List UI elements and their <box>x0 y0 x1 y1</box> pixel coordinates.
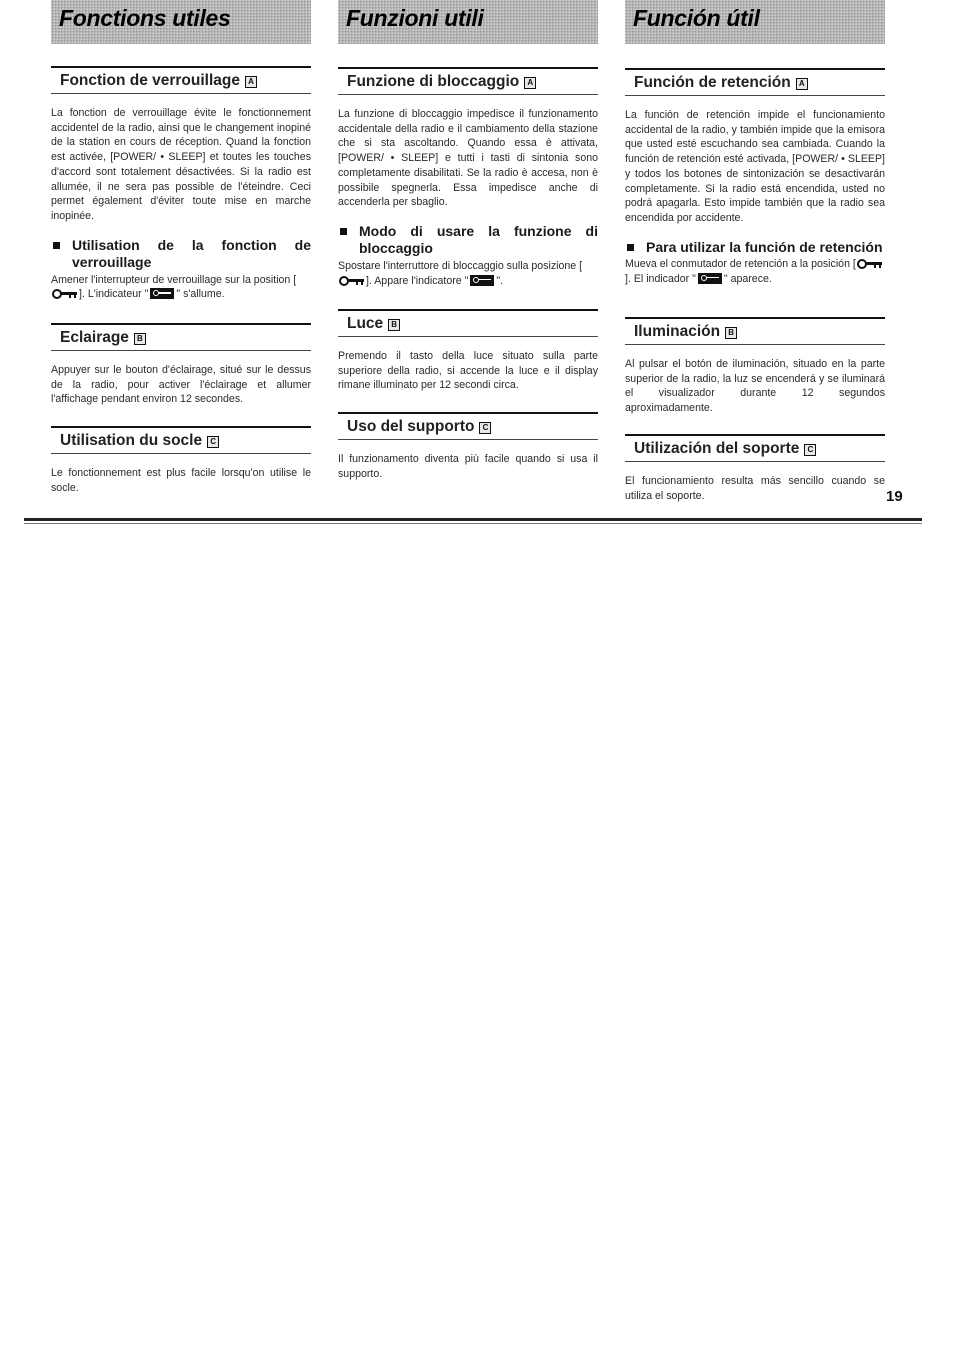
section-stand <box>51 426 311 495</box>
figure-tag-icon: C <box>479 422 491 434</box>
key-icon <box>339 276 365 285</box>
section-body: La funzione di bloccaggio impedisce il funzionamento accidentale della radio e il cambiamento della stazione che si sta ascoltando. Quando essa è attivata, [POWER/ • SLEEP] e tutti i tasti di sintonia sono completamente disabilitati. Se la radio è accesa, non è possibile spegnerla. Essa impedisce anche di accenderla per sbaglio. <box>338 108 598 209</box>
section-body: La fonction de verrouillage évite le fonctionnement accidentel de la radio, ainsi que le changement inopiné de la station en cours de réception. Quand la fonction est activée, [POWER/ • SLEEP] et toutes les touches d'accord sont totalement désactivées. Si la radio est allumée, il ne sera pas possible de l'éteindre. Ceci permet également d'éviter toute mise en marche inopinée. <box>51 107 311 222</box>
section-stand <box>338 412 598 481</box>
figure-tag-icon: A <box>245 76 257 88</box>
section-light <box>338 309 598 393</box>
section-heading <box>51 426 311 454</box>
subsection-heading <box>51 237 311 272</box>
figure-tag-icon: C <box>804 444 816 456</box>
subsection-title: Para utilizar la función de retención <box>646 238 883 255</box>
section-title: Utilización del soporte <box>634 440 800 457</box>
section-heading <box>625 434 885 462</box>
subsection-title: Modo di usare la funzione di bloccaggio <box>359 222 598 257</box>
figure-tag-icon: B <box>134 333 146 345</box>
section-title: Luce <box>347 315 384 332</box>
section-title: Función de retención <box>634 74 791 91</box>
subsection-body <box>625 257 885 286</box>
key-icon <box>52 289 78 298</box>
section-body: Appuyer sur le bouton d'éclairage, situé sur le dessus de la radio, pour activer l'éclairage et allumer l'affichage pendant environ 12 secondes. <box>51 364 311 406</box>
section-lock <box>338 67 598 288</box>
figure-tag-icon: C <box>207 436 219 448</box>
section-heading <box>338 309 598 337</box>
section-heading <box>51 323 311 351</box>
text-fragment: ". <box>496 274 504 287</box>
section-body: Al pulsar el botón de iluminación, situado en la parte superior de la radio, la luz se encenderá y se iluminará el visualizador durante 12 segundos aproximadamente. <box>625 358 885 415</box>
column-spanish <box>625 0 885 502</box>
text-fragment: " s'allume. <box>176 288 225 301</box>
section-heading <box>625 317 885 345</box>
section-stand <box>625 434 885 503</box>
section-body: Premendo il tasto della luce situato sulla parte superiore della radio, si accende la luce e il display rimane illuminato per 12 secondi circa. <box>338 350 598 392</box>
text-fragment: Spostare l'interruttore di bloccaggio sulla posizione [ <box>338 259 583 272</box>
banner-title: Fonctions utiles <box>59 5 231 31</box>
section-title: Utilisation du socle <box>60 432 203 449</box>
section-lock <box>51 66 311 302</box>
hold-indicator-icon <box>470 275 494 286</box>
section-title: Funzione di bloccaggio <box>347 73 520 90</box>
bottom-divider <box>24 518 922 521</box>
text-fragment: " aparece. <box>723 272 772 285</box>
banner-french <box>51 0 311 44</box>
hold-indicator-icon <box>150 288 174 299</box>
key-icon <box>857 259 883 268</box>
section-heading <box>625 68 885 96</box>
bottom-divider-thin <box>24 523 922 524</box>
figure-tag-icon: A <box>524 77 536 89</box>
banner-title: Función útil <box>633 5 760 31</box>
section-title: Fonction de verrouillage <box>60 72 240 89</box>
section-light <box>625 317 885 416</box>
text-fragment: Amener l'interrupteur de verrouillage sur la position [ <box>51 273 297 286</box>
subsection-body <box>51 273 311 302</box>
section-lock <box>625 68 885 287</box>
subsection-heading <box>338 223 598 258</box>
section-body: Il funzionamento diventa più facile quando si usa il supporto. <box>338 453 598 480</box>
banner-title: Funzioni utili <box>346 5 484 31</box>
text-fragment: Mueva el conmutador de retención a la posición [ <box>625 258 856 271</box>
section-heading <box>51 66 311 94</box>
text-fragment: ]. Appare l'indicatore " <box>366 274 469 287</box>
subsection-body <box>338 259 598 288</box>
section-heading <box>338 67 598 95</box>
banner-spanish <box>625 0 885 44</box>
text-fragment: ]. El indicador " <box>625 272 696 285</box>
hold-indicator-icon <box>698 273 722 284</box>
banner-italian <box>338 0 598 44</box>
section-title: Uso del supporto <box>347 418 475 435</box>
section-light <box>51 323 311 407</box>
subsection-title: Utilisation de la fonction de verrouillage <box>72 236 311 271</box>
subsection-heading <box>625 239 885 257</box>
section-body: El funcionamiento resulta más sencillo cuando se utiliza el soporte. <box>625 475 885 502</box>
text-fragment: ]. L'indicateur " <box>79 288 149 301</box>
figure-tag-icon: A <box>796 78 808 90</box>
section-title: Eclairage <box>60 329 129 346</box>
column-french <box>51 0 311 494</box>
section-heading <box>338 412 598 440</box>
bullet-icon <box>340 228 347 235</box>
section-body: La función de retención impide el funcionamiento accidental de la radio, y también impide que la emisora que usted esté escuchando sea cambiada. Cuando la función de retención esté activada, [POWER/ • SLEEP] y todos los botones de sintonización se desactivarán completamente. Si la radio está encendida, usted no podrá apagarla. Esto impide también que la radio sea encendida por accidente. <box>625 109 885 224</box>
figure-tag-icon: B <box>725 327 737 339</box>
page-number: 19 <box>886 488 903 505</box>
section-title: Iluminación <box>634 323 721 340</box>
column-italian <box>338 0 598 480</box>
bullet-icon <box>627 244 634 251</box>
bullet-icon <box>53 242 60 249</box>
figure-tag-icon: B <box>388 319 400 331</box>
section-body: Le fonctionnement est plus facile lorsqu'on utilise le socle. <box>51 467 311 494</box>
